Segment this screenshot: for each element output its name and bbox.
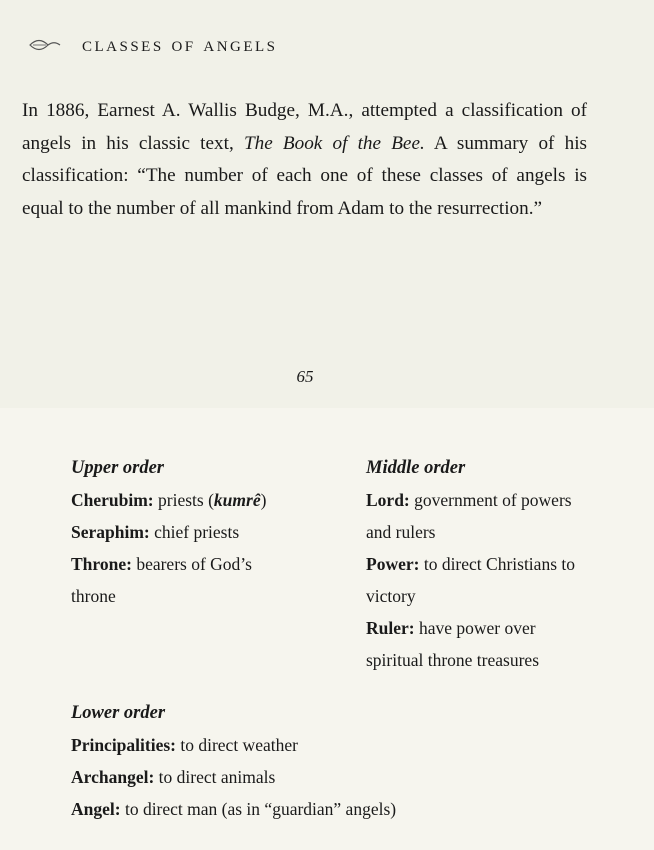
list-item [71, 793, 591, 825]
list-item [366, 580, 636, 612]
list-item [71, 516, 351, 548]
book-title: The Book of the Bee. [243, 132, 425, 154]
definition: victory [366, 586, 416, 606]
list-item [366, 644, 636, 676]
term: Throne: [71, 554, 132, 574]
list-item [366, 484, 636, 516]
definition: and rulers [366, 522, 436, 542]
definition: spiritual throne treasures [366, 650, 540, 670]
definition: chief priests [149, 522, 240, 542]
term: Archangel: [71, 767, 155, 787]
page-number: 65 [296, 367, 314, 386]
term: Principalities: [71, 735, 176, 755]
list-item [71, 729, 591, 761]
definition-tail: ) [260, 490, 267, 510]
list-item [366, 548, 636, 580]
definition: to direct man (as in “guardian” angels) [120, 799, 397, 819]
intro-text-before: In 1886, Earnest A. Wallis Budge, M.A., attempted a classification of angels in his classic text, [22, 100, 587, 154]
definition: to direct weather [175, 735, 298, 755]
section-heading [28, 32, 278, 57]
definition: government of powers [409, 490, 572, 510]
list-item [366, 516, 636, 548]
definition: to direct Christians to [419, 554, 575, 574]
upper-order-title: Upper order [71, 458, 165, 478]
definition: have power over [414, 618, 536, 638]
definition: to direct animals [154, 767, 276, 787]
term: Seraphim: [71, 522, 150, 542]
term: Ruler: [366, 618, 415, 638]
definition: priests ( [153, 490, 214, 510]
leaf-ornament-icon [28, 36, 62, 54]
list-item [71, 484, 351, 516]
term: Cherubim: [71, 490, 154, 510]
definition: bearers of God’s [131, 554, 252, 574]
upper-order-list [71, 452, 351, 612]
lower-order-list [71, 697, 591, 825]
term-italic: kumrê [213, 490, 261, 510]
term: Angel: [71, 799, 121, 819]
list-item [71, 580, 351, 612]
list-item [366, 612, 636, 644]
definition: throne [71, 586, 116, 606]
heading-text: classes of angels [82, 32, 278, 56]
intro-paragraph [22, 95, 587, 225]
middle-order-list [366, 452, 636, 676]
middle-order-title: Middle order [366, 458, 466, 478]
list-item [71, 761, 591, 793]
term: Lord: [366, 490, 410, 510]
lower-order-title: Lower order [71, 703, 166, 723]
term: Power: [366, 554, 420, 574]
list-item [71, 548, 351, 580]
intro-text-after: A summary of his classification: “The number of each one of these classes of angels is equal to the number of all mankind from Adam to the resurrection.” [22, 132, 587, 219]
